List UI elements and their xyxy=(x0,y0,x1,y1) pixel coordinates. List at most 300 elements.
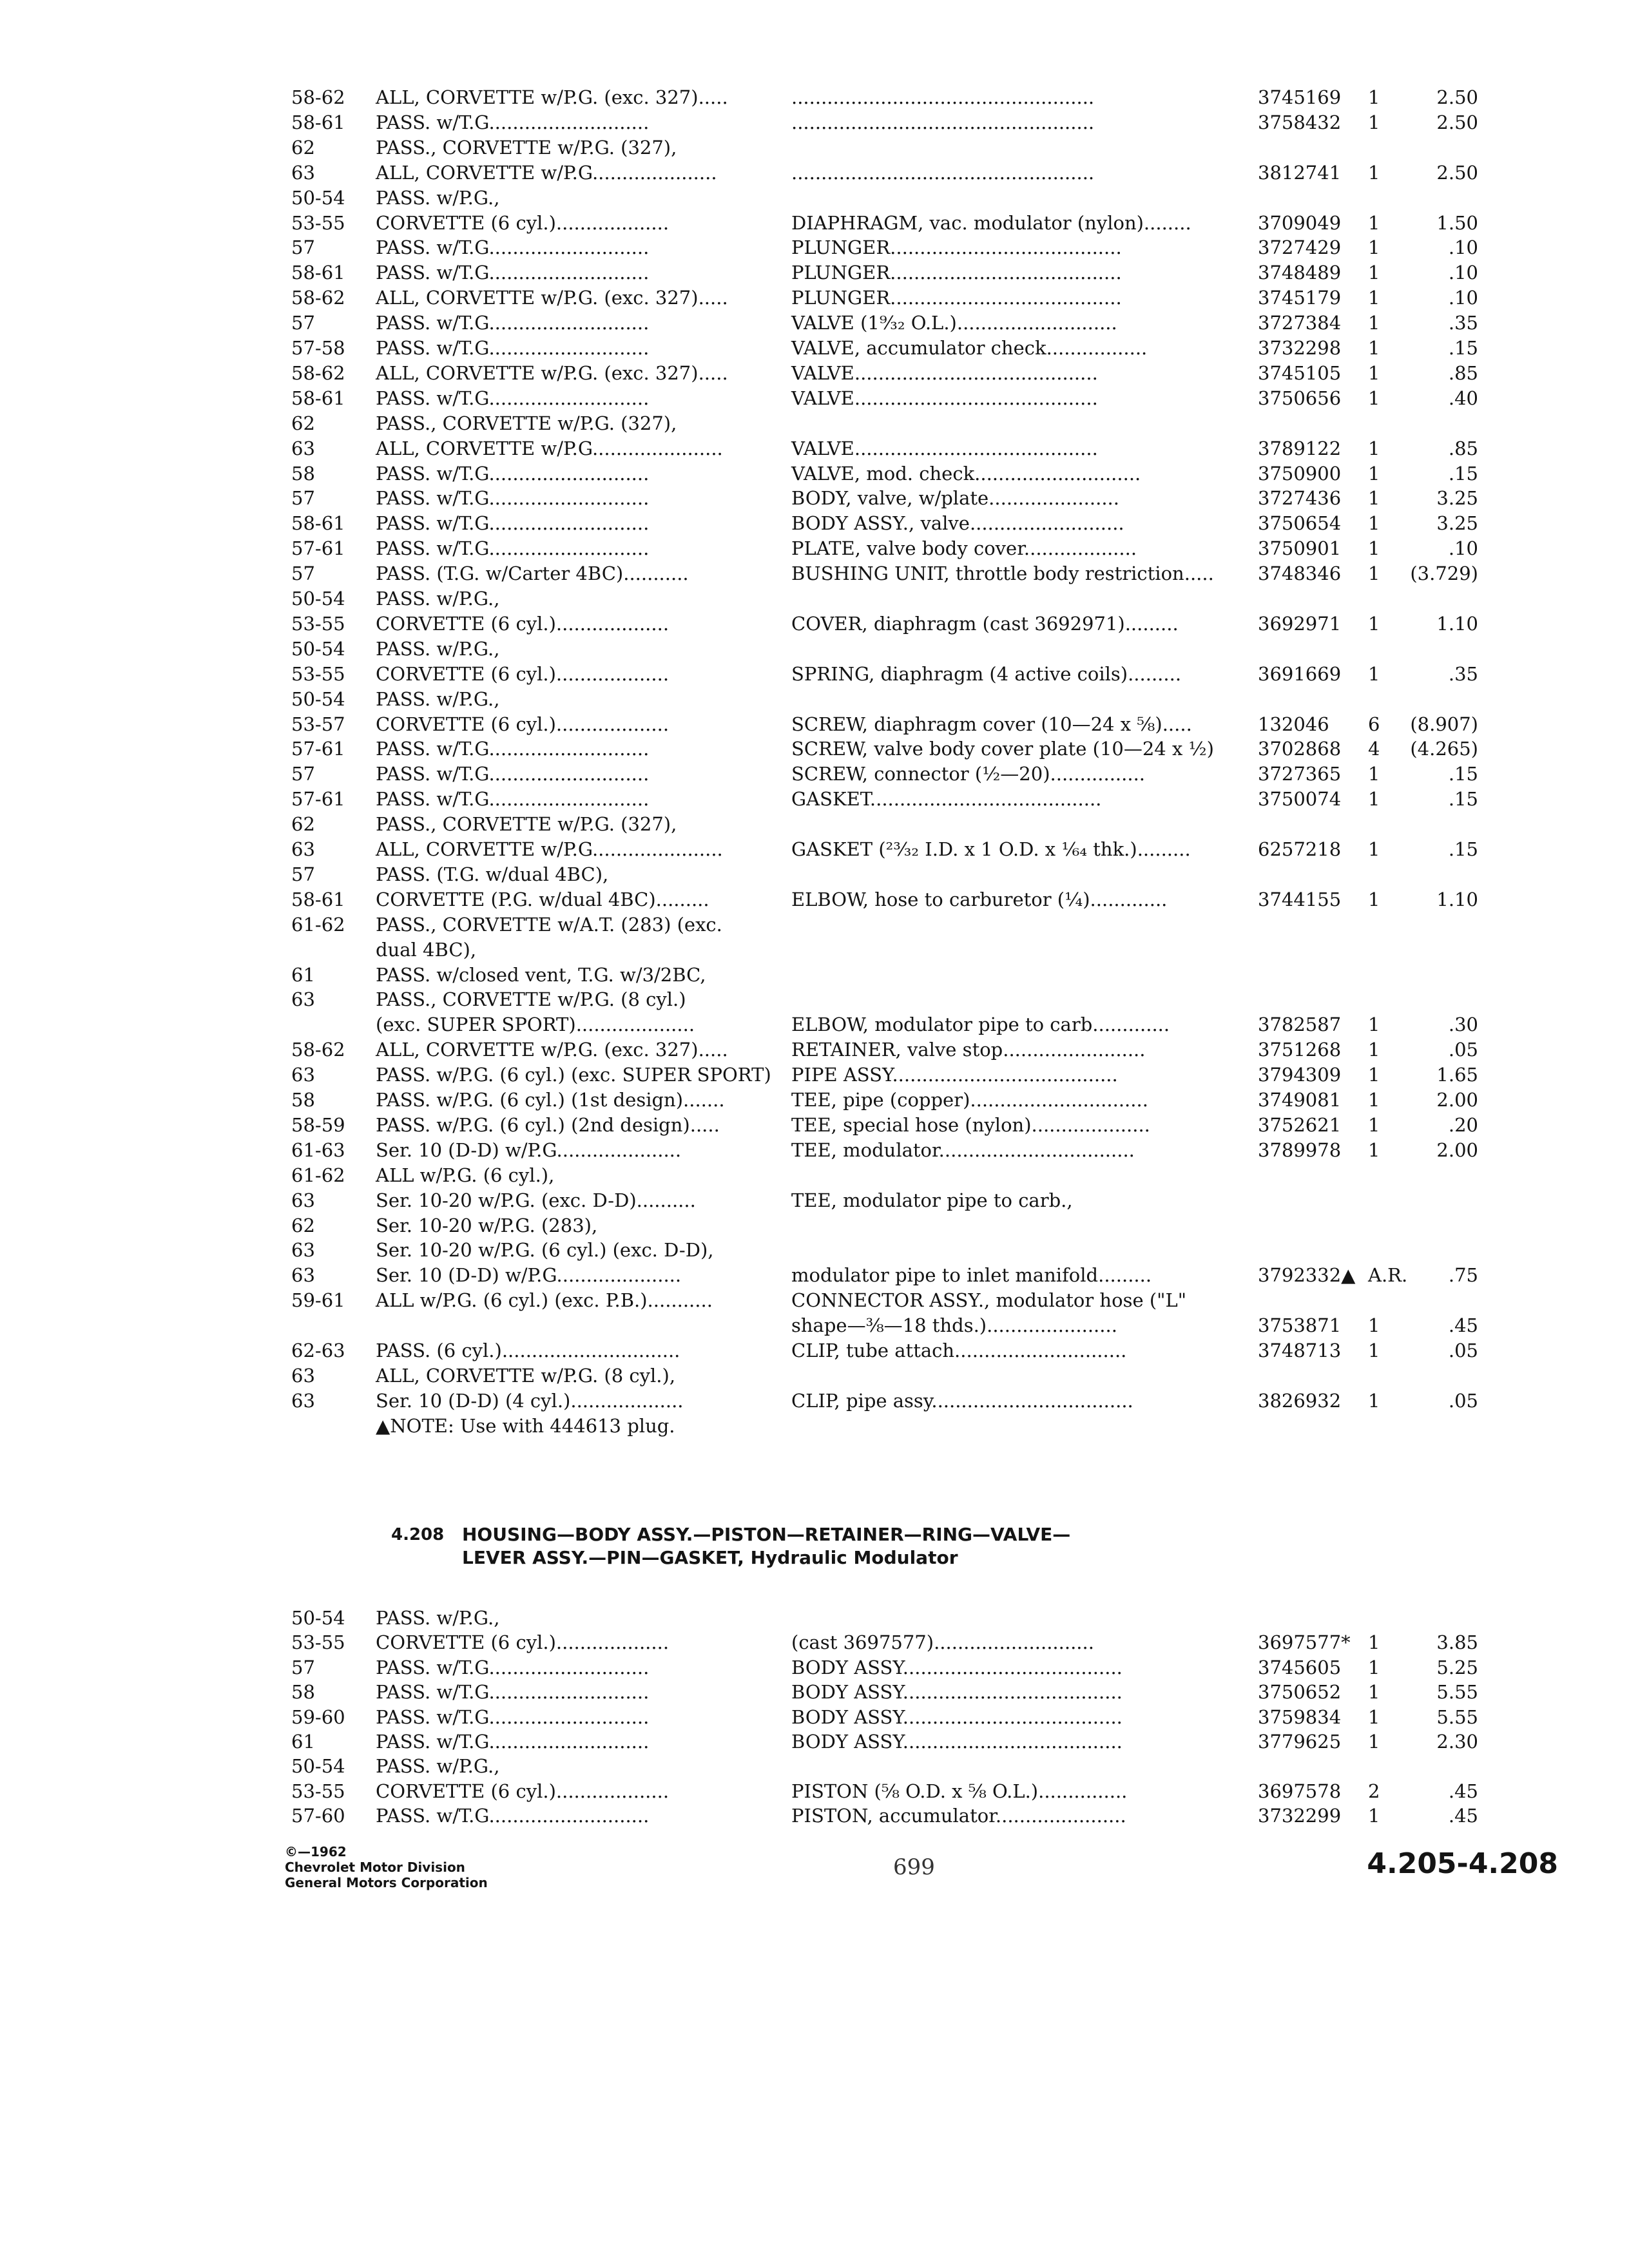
parts-row xyxy=(0,1655,1629,1680)
model-cell: PASS. (T.G. w/dual 4BC), xyxy=(376,863,609,885)
part-number-cell: 3709049 xyxy=(1258,211,1342,234)
year-cell: 58-62 xyxy=(291,361,345,384)
year-cell: 63 xyxy=(291,161,315,184)
year-cell: 62-63 xyxy=(291,1340,345,1361)
part-number-cell: 3697578 xyxy=(1258,1780,1342,1802)
quantity-cell: 1 xyxy=(1368,1731,1380,1753)
part-number-cell: 3697577* xyxy=(1258,1631,1351,1654)
part-number-cell: 3789978 xyxy=(1258,1139,1342,1161)
year-cell: 53-55 xyxy=(291,1780,345,1802)
year-cell: 50-54 xyxy=(291,637,345,660)
quantity-cell: 1 xyxy=(1368,763,1380,785)
quantity-cell: 1 xyxy=(1368,1314,1380,1337)
parts-row xyxy=(0,1754,1629,1778)
part-number-cell: 3782587 xyxy=(1258,1014,1342,1036)
parts-row xyxy=(0,762,1629,786)
model-cell: CORVETTE (6 cyl.)................... xyxy=(376,211,670,234)
part-number-cell: 3779625 xyxy=(1258,1731,1342,1753)
price-cell: 2.00 xyxy=(1436,1089,1478,1111)
year-cell: 57-61 xyxy=(291,537,345,560)
description-cell: ................................................... xyxy=(791,111,1095,133)
description-cell: BODY ASSY., valve.......................... xyxy=(791,512,1124,535)
description-cell: RETAINER, valve stop........................ xyxy=(791,1039,1146,1061)
quantity-cell: 1 xyxy=(1368,512,1380,535)
part-number-cell: 3752621 xyxy=(1258,1113,1342,1136)
model-cell: PASS. w/T.G........................... xyxy=(376,111,650,133)
parts-row xyxy=(0,1138,1629,1162)
price-cell: 2.50 xyxy=(1436,86,1478,108)
price-cell: .15 xyxy=(1448,763,1478,785)
parts-row xyxy=(0,85,1629,110)
page-number: 699 xyxy=(893,1854,935,1880)
parts-row xyxy=(0,1288,1629,1312)
year-cell: 57 xyxy=(291,487,315,510)
parts-row xyxy=(0,1729,1629,1754)
parts-row xyxy=(0,1037,1629,1062)
description-cell: CONNECTOR ASSY., modulator hose ("L" xyxy=(791,1289,1187,1312)
price-cell: .10 xyxy=(1448,262,1478,284)
quantity-cell: 1 xyxy=(1368,537,1380,560)
parts-row xyxy=(0,1630,1629,1655)
description-cell: CLIP, tube attach............................. xyxy=(791,1340,1127,1361)
description-cell: SCREW, connector (½—20)................ xyxy=(791,763,1146,785)
price-cell: (4.265) xyxy=(1410,738,1478,760)
price-cell: 1.10 xyxy=(1436,888,1478,910)
parts-row xyxy=(0,1606,1629,1630)
parts-row xyxy=(0,987,1629,1012)
quantity-cell: 1 xyxy=(1368,287,1380,309)
model-cell: PASS., CORVETTE w/P.G. (327), xyxy=(376,136,677,159)
model-cell: PASS. w/T.G........................... xyxy=(376,1731,650,1753)
quantity-cell: 1 xyxy=(1368,1706,1380,1728)
year-cell: 50-54 xyxy=(291,588,345,610)
parts-row xyxy=(0,511,1629,535)
part-number-cell: 3727384 xyxy=(1258,312,1342,334)
description-cell: TEE, modulator................................. xyxy=(791,1139,1135,1161)
parts-row xyxy=(0,311,1629,335)
description-cell: PLATE, valve body cover................... xyxy=(791,537,1137,560)
description-cell: ELBOW, hose to carburetor (¼)............. xyxy=(791,888,1168,910)
description-cell: TEE, special hose (nylon).................... xyxy=(791,1113,1150,1136)
description-cell: COVER, diaphragm (cast 3692971)......... xyxy=(791,612,1179,635)
parts-row xyxy=(0,1062,1629,1087)
year-cell: 59-61 xyxy=(291,1289,345,1312)
price-cell: .10 xyxy=(1448,287,1478,309)
year-cell: 62 xyxy=(291,412,315,434)
model-cell: PASS. w/T.G........................... xyxy=(376,312,650,334)
description-cell: GASKET....................................... xyxy=(791,788,1102,811)
part-number-cell: 6257218 xyxy=(1258,838,1342,860)
model-cell: ALL, CORVETTE w/P.G. (exc. 327)..... xyxy=(376,361,728,384)
year-cell: 63 xyxy=(291,838,315,860)
year-cell: 58-62 xyxy=(291,86,345,108)
model-cell: PASS. w/T.G........................... xyxy=(376,262,650,284)
part-number-cell: 3748713 xyxy=(1258,1340,1342,1361)
year-cell: 57-58 xyxy=(291,337,345,359)
year-cell: 58 xyxy=(291,462,315,485)
year-cell: 61 xyxy=(291,963,315,986)
parts-row xyxy=(0,1779,1629,1803)
year-cell: 63 xyxy=(291,1064,315,1086)
year-cell: 63 xyxy=(291,1389,315,1412)
section-range: 4.205-4.208 xyxy=(1367,1847,1558,1880)
description-cell: DIAPHRAGM, vac. modulator (nylon)........ xyxy=(791,211,1191,234)
section-title-line-2: LEVER ASSY.—PIN—GASKET, Hydraulic Modulator xyxy=(462,1547,958,1568)
description-cell: BODY ASSY..................................... xyxy=(791,1656,1123,1678)
description-cell: BODY, valve, w/plate...................... xyxy=(791,487,1119,510)
description-cell: CLIP, pipe assy.................................. xyxy=(791,1389,1133,1412)
part-number-cell: 3748346 xyxy=(1258,562,1342,585)
quantity-cell: 1 xyxy=(1368,462,1380,485)
year-cell: 58-62 xyxy=(291,287,345,309)
year-cell: 62 xyxy=(291,813,315,836)
model-cell: CORVETTE (6 cyl.)................... xyxy=(376,612,670,635)
parts-row xyxy=(0,561,1629,586)
price-cell: 3.25 xyxy=(1436,512,1478,535)
year-cell: 58-62 xyxy=(291,1039,345,1061)
price-cell: 5.55 xyxy=(1436,1706,1478,1728)
price-cell: .40 xyxy=(1448,387,1478,409)
parts-row xyxy=(0,611,1629,636)
quantity-cell: 1 xyxy=(1368,1064,1380,1086)
parts-row xyxy=(0,386,1629,410)
model-cell: Ser. 10 (D-D) w/P.G..................... xyxy=(376,1139,682,1161)
quantity-cell: 1 xyxy=(1368,1089,1380,1111)
model-cell: PASS. w/P.G., xyxy=(376,637,500,660)
price-cell: .45 xyxy=(1448,1314,1478,1337)
part-number-cell: 3732299 xyxy=(1258,1805,1342,1827)
parts-row xyxy=(0,1012,1629,1037)
part-number-cell: 3826932 xyxy=(1258,1389,1342,1412)
price-cell: .45 xyxy=(1448,1805,1478,1827)
quantity-cell: 1 xyxy=(1368,387,1380,409)
model-cell: ALL, CORVETTE w/P.G. (exc. 327)..... xyxy=(376,1039,728,1061)
parts-row xyxy=(0,637,1629,661)
price-cell: (3.729) xyxy=(1410,562,1478,585)
quantity-cell: 1 xyxy=(1368,1113,1380,1136)
price-cell: .05 xyxy=(1448,1389,1478,1412)
description-cell: TEE, modulator pipe to carb., xyxy=(791,1189,1073,1211)
year-cell: 58 xyxy=(291,1089,315,1111)
part-number-cell: 3727365 xyxy=(1258,763,1342,785)
year-cell: 61-63 xyxy=(291,1139,345,1161)
price-cell: .30 xyxy=(1448,1014,1478,1036)
part-number-cell: 3759834 xyxy=(1258,1706,1342,1728)
model-cell: PASS. w/P.G. (6 cyl.) (1st design)....... xyxy=(376,1089,725,1111)
year-cell: 58 xyxy=(291,1681,315,1704)
part-number-cell: 3745605 xyxy=(1258,1656,1342,1678)
year-cell: 50-54 xyxy=(291,687,345,710)
part-number-cell: 3750074 xyxy=(1258,788,1342,811)
model-cell: PASS. w/T.G........................... xyxy=(376,462,650,485)
parts-row xyxy=(0,662,1629,686)
model-cell: PASS. w/P.G., xyxy=(376,1607,500,1629)
year-cell: 57-60 xyxy=(291,1805,345,1827)
model-cell: PASS. (6 cyl.).............................. xyxy=(376,1340,680,1361)
part-number-cell: 3750654 xyxy=(1258,512,1342,535)
quantity-cell: 1 xyxy=(1368,838,1380,860)
description-cell: BUSHING UNIT, throttle body restriction..... xyxy=(791,562,1214,585)
year-cell: 57 xyxy=(291,763,315,785)
corporation: General Motors Corporation xyxy=(285,1875,488,1890)
model-cell: PASS. w/T.G........................... xyxy=(376,1681,650,1704)
quantity-cell: 1 xyxy=(1368,1631,1380,1654)
year-cell: 63 xyxy=(291,988,315,1011)
price-cell: .85 xyxy=(1448,437,1478,459)
parts-row xyxy=(0,687,1629,711)
part-number-cell: 3745105 xyxy=(1258,361,1342,384)
description-cell: VALVE (1⁹⁄₃₂ O.L.)........................... xyxy=(791,312,1117,334)
part-number-cell: 3794309 xyxy=(1258,1064,1342,1086)
price-cell: .85 xyxy=(1448,361,1478,384)
parts-row xyxy=(0,361,1629,385)
description-cell: SCREW, valve body cover plate (10—24 x ½) xyxy=(791,738,1214,760)
quantity-cell: 1 xyxy=(1368,312,1380,334)
model-cell: Ser. 10-20 w/P.G. (exc. D-D).......... xyxy=(376,1189,696,1211)
year-cell: 53-55 xyxy=(291,211,345,234)
model-cell: PASS. w/P.G., xyxy=(376,588,500,610)
part-number-cell: 3692971 xyxy=(1258,612,1342,635)
description-cell: PIPE ASSY...................................... xyxy=(791,1064,1118,1086)
parts-row xyxy=(0,1680,1629,1704)
model-cell: PASS. w/T.G........................... xyxy=(376,788,650,811)
year-cell: 62 xyxy=(291,136,315,159)
description-cell: SPRING, diaphragm (4 active coils)......... xyxy=(791,662,1182,685)
quantity-cell: 1 xyxy=(1368,788,1380,811)
year-cell: 58-61 xyxy=(291,888,345,910)
parts-row xyxy=(0,1163,1629,1187)
parts-row xyxy=(0,1188,1629,1213)
quantity-cell: 1 xyxy=(1368,1340,1380,1361)
part-number-cell: 3749081 xyxy=(1258,1089,1342,1111)
parts-row xyxy=(0,1213,1629,1238)
parts-row xyxy=(0,1389,1629,1413)
price-cell: 5.25 xyxy=(1436,1656,1478,1678)
model-cell: Ser. 10-20 w/P.G. (6 cyl.) (exc. D-D), xyxy=(376,1239,714,1262)
description-cell: PLUNGER....................................... xyxy=(791,287,1122,309)
part-number-cell: 3702868 xyxy=(1258,738,1342,760)
price-cell: .15 xyxy=(1448,788,1478,811)
part-number-cell: 3691669 xyxy=(1258,662,1342,685)
model-cell: Ser. 10-20 w/P.G. (283), xyxy=(376,1214,598,1236)
parts-row xyxy=(0,486,1629,510)
part-number-cell: 3745179 xyxy=(1258,287,1342,309)
model-cell: PASS. w/P.G. (6 cyl.) (2nd design)..... xyxy=(376,1113,720,1136)
quantity-cell: 4 xyxy=(1368,738,1380,760)
model-cell: CORVETTE (6 cyl.)................... xyxy=(376,1780,670,1802)
part-number-cell: 3792332▲ xyxy=(1258,1264,1356,1287)
quantity-cell: 1 xyxy=(1368,337,1380,359)
model-cell: PASS. w/T.G........................... xyxy=(376,537,650,560)
parts-row xyxy=(0,1238,1629,1262)
parts-row xyxy=(0,1363,1629,1388)
part-number-cell: 3727429 xyxy=(1258,236,1342,259)
year-cell: 59-60 xyxy=(291,1706,345,1728)
model-cell: PASS. w/T.G........................... xyxy=(376,763,650,785)
parts-row xyxy=(0,887,1629,912)
year-cell: 53-55 xyxy=(291,662,345,685)
year-cell: 63 xyxy=(291,1239,315,1262)
quantity-cell: 1 xyxy=(1368,662,1380,685)
part-number-cell: 132046 xyxy=(1258,713,1329,735)
part-number-cell: 3812741 xyxy=(1258,161,1342,184)
quantity-cell: 1 xyxy=(1368,161,1380,184)
model-cell: ALL w/P.G. (6 cyl.) (exc. P.B.)........... xyxy=(376,1289,713,1312)
model-cell: PASS. w/T.G........................... xyxy=(376,738,650,760)
model-cell: CORVETTE (6 cyl.)................... xyxy=(376,713,670,735)
parts-row xyxy=(0,110,1629,135)
parts-row xyxy=(0,787,1629,811)
model-cell: PASS. w/T.G........................... xyxy=(376,1805,650,1827)
quantity-cell: 1 xyxy=(1368,1656,1380,1678)
part-number-cell: 3744155 xyxy=(1258,888,1342,910)
price-cell: .05 xyxy=(1448,1039,1478,1061)
quantity-cell: 1 xyxy=(1368,562,1380,585)
parts-row xyxy=(0,963,1629,987)
year-cell: 63 xyxy=(291,1364,315,1387)
price-cell: 3.85 xyxy=(1436,1631,1478,1654)
description-cell: PLUNGER....................................... xyxy=(791,262,1122,284)
description-cell: ................................................... xyxy=(791,86,1095,108)
quantity-cell: 1 xyxy=(1368,1389,1380,1412)
parts-row xyxy=(0,1414,1629,1438)
parts-row xyxy=(0,461,1629,486)
parts-row xyxy=(0,1113,1629,1137)
quantity-cell: 1 xyxy=(1368,487,1380,510)
price-cell: .45 xyxy=(1448,1780,1478,1802)
description-cell: TEE, pipe (copper).............................. xyxy=(791,1089,1148,1111)
year-cell: 58-59 xyxy=(291,1113,345,1136)
quantity-cell: 2 xyxy=(1368,1780,1380,1802)
part-number-cell: 3727436 xyxy=(1258,487,1342,510)
year-cell: 61 xyxy=(291,1731,315,1753)
year-cell: 57 xyxy=(291,312,315,334)
price-cell: .20 xyxy=(1448,1113,1478,1136)
quantity-cell: 1 xyxy=(1368,1681,1380,1704)
year-cell: 53-55 xyxy=(291,612,345,635)
parts-row xyxy=(0,536,1629,561)
model-cell: PASS. w/T.G........................... xyxy=(376,1656,650,1678)
part-number-cell: 3750656 xyxy=(1258,387,1342,409)
quantity-cell: A.R. xyxy=(1368,1264,1408,1287)
part-number-cell: 3732298 xyxy=(1258,337,1342,359)
year-cell: 57 xyxy=(291,236,315,259)
price-cell: .15 xyxy=(1448,838,1478,860)
price-cell: .75 xyxy=(1448,1264,1478,1287)
year-cell: 61-62 xyxy=(291,913,345,936)
price-cell: .35 xyxy=(1448,662,1478,685)
part-number-cell: 3753871 xyxy=(1258,1314,1342,1337)
year-cell: 53-55 xyxy=(291,1631,345,1654)
parts-row xyxy=(0,1313,1629,1338)
price-cell: 2.00 xyxy=(1436,1139,1478,1161)
year-cell: 58-61 xyxy=(291,512,345,535)
part-number-cell: 3748489 xyxy=(1258,262,1342,284)
model-cell: (exc. SUPER SPORT).................... xyxy=(376,1014,695,1036)
parts-row xyxy=(0,411,1629,436)
model-cell: PASS. w/T.G........................... xyxy=(376,487,650,510)
description-cell: VALVE......................................... xyxy=(791,437,1098,459)
parts-row xyxy=(0,1263,1629,1287)
parts-row xyxy=(0,1338,1629,1363)
price-cell: 3.25 xyxy=(1436,487,1478,510)
description-cell: SCREW, diaphragm cover (10—24 x ⅝)..... xyxy=(791,713,1192,735)
model-cell: PASS. w/P.G., xyxy=(376,687,500,710)
quantity-cell: 1 xyxy=(1368,612,1380,635)
model-cell: PASS. w/P.G., xyxy=(376,186,500,209)
model-cell: Ser. 10 (D-D) (4 cyl.)................... xyxy=(376,1389,684,1412)
quantity-cell: 1 xyxy=(1368,86,1380,108)
year-cell: 57 xyxy=(291,562,315,585)
model-cell: Ser. 10 (D-D) w/P.G..................... xyxy=(376,1264,682,1287)
model-cell: PASS. (T.G. w/Carter 4BC)........... xyxy=(376,562,689,585)
description-cell: (cast 3697577)........................... xyxy=(791,1631,1094,1654)
quantity-cell: 1 xyxy=(1368,888,1380,910)
year-cell: 58-61 xyxy=(291,387,345,409)
description-cell: PISTON, accumulator...................... xyxy=(791,1805,1126,1827)
price-cell: .05 xyxy=(1448,1340,1478,1361)
parts-row xyxy=(0,712,1629,736)
parts-row xyxy=(0,1803,1629,1828)
year-cell: 50-54 xyxy=(291,186,345,209)
price-cell: .15 xyxy=(1448,337,1478,359)
model-cell: PASS. w/T.G........................... xyxy=(376,1706,650,1728)
division: Chevrolet Motor Division xyxy=(285,1860,465,1875)
model-cell: ALL, CORVETTE w/P.G..................... xyxy=(376,161,717,184)
part-number-cell: 3745169 xyxy=(1258,86,1342,108)
parts-row xyxy=(0,862,1629,887)
model-cell: PASS. w/T.G........................... xyxy=(376,387,650,409)
parts-row xyxy=(0,436,1629,461)
price-cell: 1.10 xyxy=(1436,612,1478,635)
year-cell: 57-61 xyxy=(291,788,345,811)
quantity-cell: 1 xyxy=(1368,1014,1380,1036)
year-cell: 57-61 xyxy=(291,738,345,760)
quantity-cell: 1 xyxy=(1368,236,1380,259)
parts-row xyxy=(0,912,1629,937)
description-cell: PISTON (⅝ O.D. x ⅝ O.L.)............... xyxy=(791,1780,1128,1802)
price-cell: .15 xyxy=(1448,462,1478,485)
price-cell: 2.50 xyxy=(1436,111,1478,133)
model-cell: ▲NOTE: Use with 444613 plug. xyxy=(376,1414,675,1437)
model-cell: PASS. w/P.G., xyxy=(376,1755,500,1778)
description-cell: BODY ASSY..................................... xyxy=(791,1681,1123,1704)
parts-row xyxy=(0,736,1629,761)
price-cell: 1.50 xyxy=(1436,211,1478,234)
description-cell: VALVE......................................... xyxy=(791,361,1098,384)
part-number-cell: 3789122 xyxy=(1258,437,1342,459)
description-cell: PLUNGER....................................... xyxy=(791,236,1122,259)
parts-row xyxy=(0,135,1629,160)
description-cell: VALVE......................................... xyxy=(791,387,1098,409)
model-cell: PASS., CORVETTE w/P.G. (327), xyxy=(376,813,677,836)
description-cell: GASKET (²³⁄₃₂ I.D. x 1 O.D. x ¹⁄₆₄ thk.)......... xyxy=(791,838,1191,860)
quantity-cell: 1 xyxy=(1368,262,1380,284)
quantity-cell: 1 xyxy=(1368,1805,1380,1827)
price-cell: 5.55 xyxy=(1436,1681,1478,1704)
model-cell: ALL, CORVETTE w/P.G. (8 cyl.), xyxy=(376,1364,676,1387)
year-cell: 62 xyxy=(291,1214,315,1236)
price-cell: 1.65 xyxy=(1436,1064,1478,1086)
model-cell: PASS. w/T.G........................... xyxy=(376,236,650,259)
quantity-cell: 6 xyxy=(1368,713,1380,735)
model-cell: PASS. w/closed vent, T.G. w/3/2BC, xyxy=(376,963,706,986)
parts-row xyxy=(0,235,1629,260)
publisher-block xyxy=(285,1844,488,1890)
description-cell: VALVE, mod. check............................ xyxy=(791,462,1141,485)
quantity-cell: 1 xyxy=(1368,1039,1380,1061)
year-cell: 58-61 xyxy=(291,111,345,133)
